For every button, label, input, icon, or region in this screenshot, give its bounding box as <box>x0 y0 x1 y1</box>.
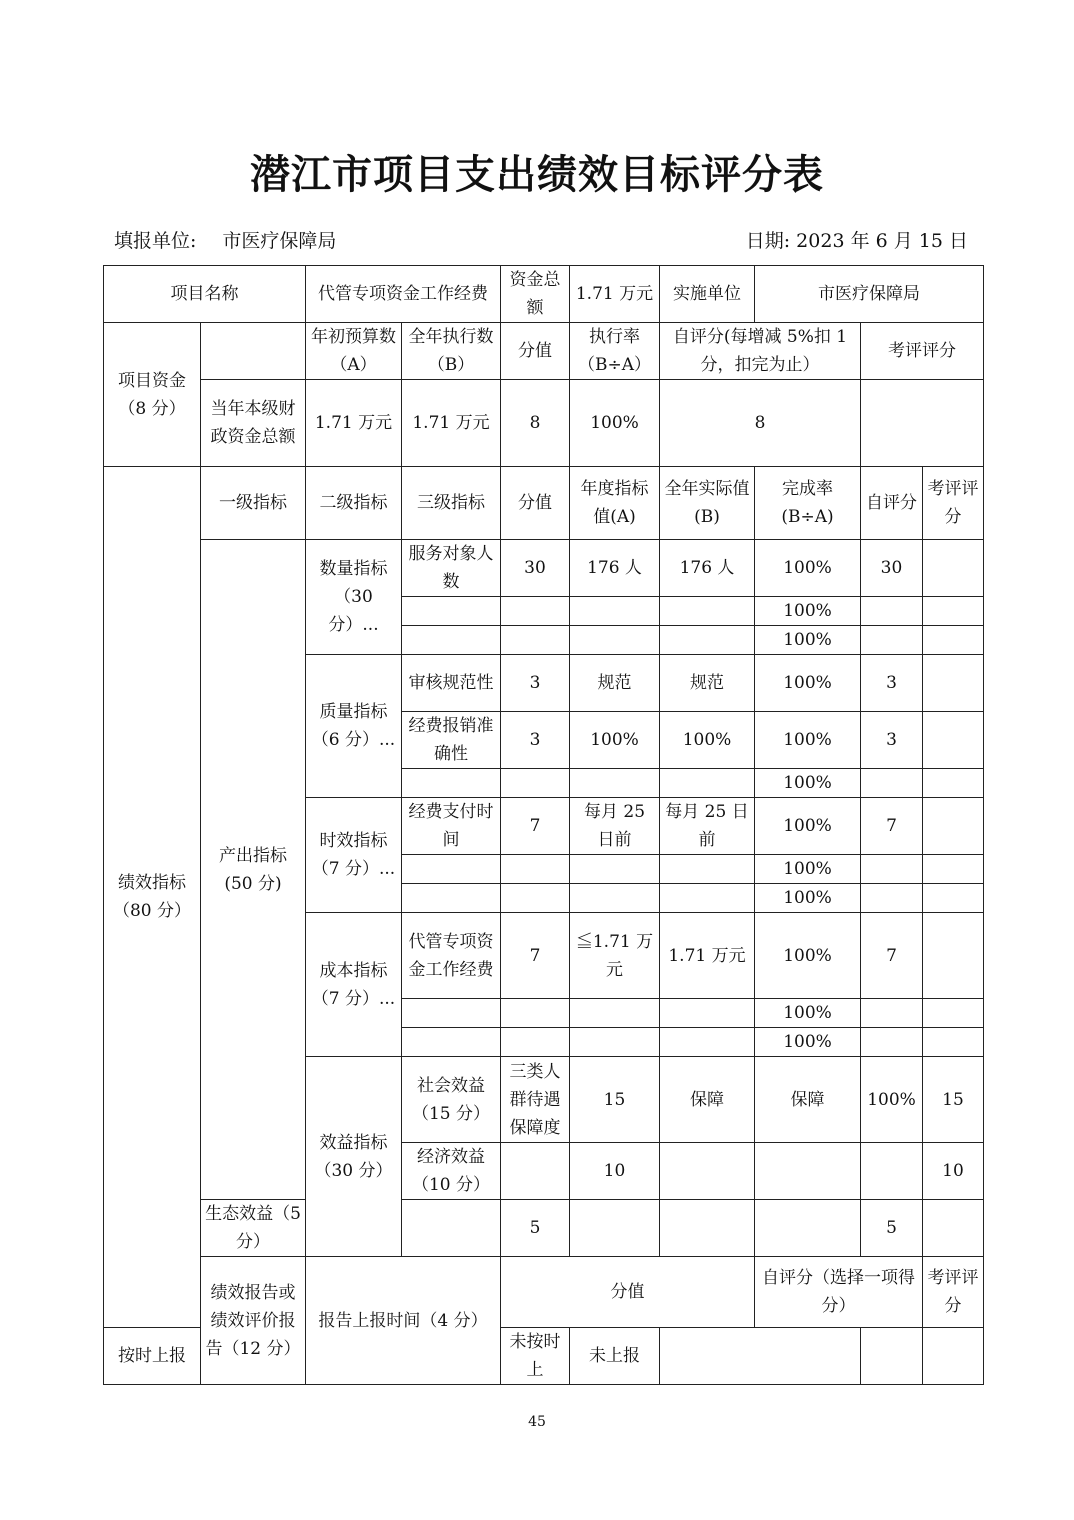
col-target: 年度指标值(A) <box>570 467 660 540</box>
project-name: 代管专项资金工作经费 <box>306 266 501 323</box>
row-rate: 100% <box>755 1028 861 1057</box>
col-perf-score: 分值 <box>501 467 570 540</box>
row-self: 3 <box>861 712 923 769</box>
col-self: 自评分(每增减 5%扣 1 分，扣完为止） <box>660 323 861 380</box>
funds-self: 8 <box>660 380 861 467</box>
perf-section-label: 绩效指标（80 分） <box>104 467 201 1328</box>
row-score: 15 <box>570 1057 660 1143</box>
row-self: 10 <box>923 1143 984 1200</box>
table-row <box>104 540 984 597</box>
total-fund: 1.71 万元 <box>570 266 660 323</box>
report-item-label: 报告上报时间（4 分） <box>306 1257 501 1385</box>
row-name: 经费报销准确性 <box>402 712 501 769</box>
row-self: 7 <box>861 798 923 855</box>
row-target: ≦1.71 万元 <box>570 913 660 999</box>
row-rate: 100% <box>861 1057 923 1143</box>
row-rate: 100% <box>755 913 861 999</box>
report-opt-ontime: 按时上报 <box>104 1328 201 1385</box>
row-target: 100% <box>570 712 660 769</box>
col-lvl3: 三级指标 <box>402 467 501 540</box>
table-row <box>104 1200 984 1257</box>
impl-unit: 市医疗保障局 <box>755 266 984 323</box>
funds-review <box>861 380 984 467</box>
row-name: 三类人群待遇保障度 <box>501 1057 570 1143</box>
row-review <box>923 913 984 999</box>
col-perf-rate: 完成率(B÷A) <box>755 467 861 540</box>
qty-label: 数量指标（30 分）... <box>306 540 402 655</box>
row-score: 7 <box>501 798 570 855</box>
row-rate: 100% <box>755 540 861 597</box>
row-rate: 100% <box>755 712 861 769</box>
row-score: 5 <box>501 1200 570 1257</box>
project-name-label: 项目名称 <box>104 266 306 323</box>
eco-label: 生态效益（5 分） <box>201 1200 306 1257</box>
total-fund-label: 资金总额 <box>501 266 570 323</box>
row-actual: 176 人 <box>660 540 755 597</box>
row-rate: 100% <box>755 798 861 855</box>
row-self: 3 <box>861 655 923 712</box>
row-review <box>923 712 984 769</box>
col-perf-self: 自评分 <box>861 467 923 540</box>
row-actual: 保障 <box>755 1057 861 1143</box>
row-rate: 100% <box>755 626 861 655</box>
funds-rate: 100% <box>570 380 660 467</box>
row-score: 30 <box>501 540 570 597</box>
report-section-label: 绩效报告或绩效评价报告（12 分） <box>201 1257 306 1385</box>
row-actual: 每月 25 日前 <box>660 798 755 855</box>
row-name: 经费支付时间 <box>402 798 501 855</box>
row-score: 3 <box>501 712 570 769</box>
col-rate: 执行率（B÷A） <box>570 323 660 380</box>
impl-unit-label: 实施单位 <box>660 266 755 323</box>
row-review <box>923 798 984 855</box>
row-rate: 100% <box>755 769 861 798</box>
econ-label: 经济效益（10 分） <box>402 1143 501 1200</box>
reporting-unit <box>114 226 336 253</box>
col-score: 分值 <box>501 323 570 380</box>
col-lvl1: 一级指标 <box>201 467 306 540</box>
report-review-label: 考评评分 <box>923 1257 984 1328</box>
page-title: 潜江市项目支出绩效目标评分表 <box>250 151 824 198</box>
row-rate: 100% <box>755 855 861 884</box>
report-self-label: 自评分（选择一项得分） <box>755 1257 923 1328</box>
score-table <box>103 265 984 1385</box>
funds-budget: 1.71 万元 <box>306 380 402 467</box>
funds-row-label: 当年本级财政资金总额 <box>201 380 306 467</box>
col-budget: 年初预算数（A） <box>306 323 402 380</box>
col-review: 考评评分 <box>861 323 984 380</box>
row-target: 规范 <box>570 655 660 712</box>
row-self: 30 <box>861 540 923 597</box>
time-label: 时效指标（7 分）... <box>306 798 402 913</box>
row-actual: 1.71 万元 <box>660 913 755 999</box>
reporting-unit-value: 市医疗保障局 <box>222 230 337 252</box>
report-opt-none: 未上报 <box>570 1328 660 1385</box>
col-exec: 全年执行数（B） <box>402 323 501 380</box>
report-date: 日期: 2023 年 6 月 15 日 <box>745 230 968 252</box>
col-perf-review: 考评评分 <box>923 467 984 540</box>
funds-score: 8 <box>501 380 570 467</box>
funds-section-label: 项目资金（8 分） <box>104 323 201 467</box>
row-self: 15 <box>923 1057 984 1143</box>
col-lvl2: 二级指标 <box>306 467 402 540</box>
cost-label: 成本指标（7 分）... <box>306 913 402 1057</box>
funds-blank <box>201 323 306 380</box>
reporting-unit-label: 填报单位: <box>114 230 197 252</box>
row-actual: 100% <box>660 712 755 769</box>
row-target: 保障 <box>660 1057 755 1143</box>
row-rate: 100% <box>755 884 861 913</box>
row-review <box>923 655 984 712</box>
row-score: 10 <box>570 1143 660 1200</box>
row-review <box>923 540 984 597</box>
quality-label: 质量指标（6 分）... <box>306 655 402 798</box>
report-score-label: 分值 <box>501 1257 755 1328</box>
row-self: 5 <box>861 1200 923 1257</box>
row-actual: 规范 <box>660 655 755 712</box>
row-target: 每月 25 日前 <box>570 798 660 855</box>
row-target: 176 人 <box>570 540 660 597</box>
row-self: 7 <box>861 913 923 999</box>
row-name: 服务对象人数 <box>402 540 501 597</box>
row-name: 审核规范性 <box>402 655 501 712</box>
row-name: 代管专项资金工作经费 <box>402 913 501 999</box>
page-number: 45 <box>528 1414 546 1430</box>
row-score: 7 <box>501 913 570 999</box>
col-actual: 全年实际值(B) <box>660 467 755 540</box>
funds-exec: 1.71 万元 <box>402 380 501 467</box>
social-label: 社会效益（15 分） <box>402 1057 501 1143</box>
benefit-label: 效益指标（30 分） <box>306 1057 402 1257</box>
report-opt-late: 未按时上 <box>501 1328 570 1385</box>
row-rate: 100% <box>755 999 861 1028</box>
row-rate: 100% <box>755 655 861 712</box>
row-rate: 100% <box>755 597 861 626</box>
output-label: 产出指标(50 分) <box>201 540 306 1200</box>
row-score: 3 <box>501 655 570 712</box>
